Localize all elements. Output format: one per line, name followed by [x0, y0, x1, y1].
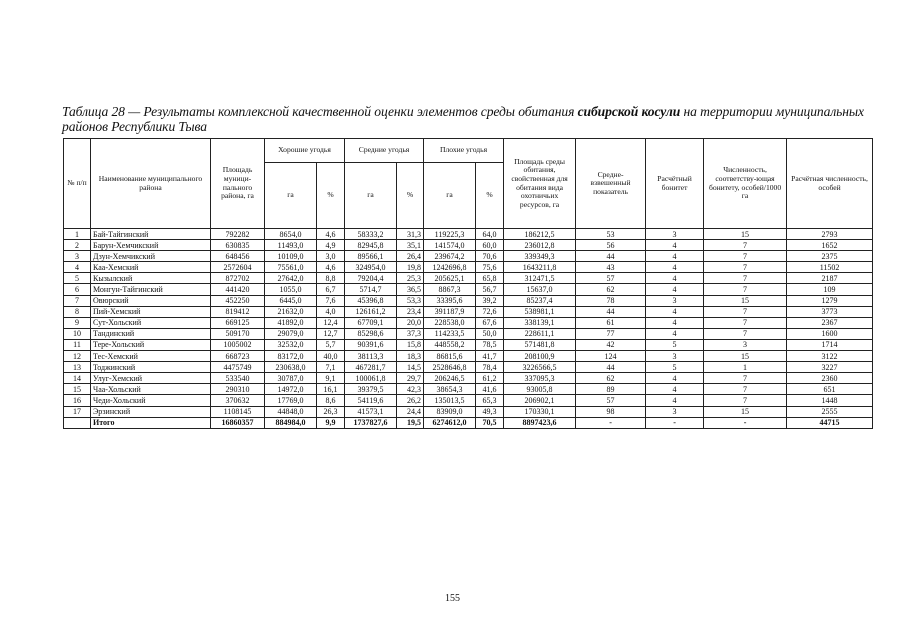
cell-bad-ha: 2528646,8 — [424, 362, 476, 373]
total-calc: 44715 — [787, 417, 873, 428]
cell-habitat: 236012,8 — [504, 240, 576, 251]
cell-calc: 2375 — [787, 251, 873, 262]
cell-density: 7 — [704, 328, 787, 339]
cell-num: 1 — [64, 229, 91, 240]
cell-density: 15 — [704, 406, 787, 417]
cell-medium-ha: 79204,4 — [345, 273, 397, 284]
cell-good-ha: 230638,0 — [265, 362, 317, 373]
cell-area: 370632 — [211, 395, 265, 406]
cell-good-ha: 11493,0 — [265, 240, 317, 251]
table-row — [64, 362, 873, 373]
cell-num: 17 — [64, 406, 91, 417]
cell-medium-ha: 45396,8 — [345, 295, 397, 306]
cell-num — [64, 417, 91, 428]
cell-num: 2 — [64, 240, 91, 251]
cell-habitat: 571481,8 — [504, 339, 576, 350]
total-good-ha: 884984,0 — [265, 417, 317, 428]
cell-area: 1005002 — [211, 339, 265, 350]
cell-weighted: 62 — [576, 373, 646, 384]
table-total-row — [64, 417, 873, 428]
cell-bad-pct: 41,6 — [476, 384, 504, 395]
cell-bad-ha: 114233,5 — [424, 328, 476, 339]
cell-num: 3 — [64, 251, 91, 262]
cell-district: Тес-Хемский — [91, 351, 211, 362]
cell-calc: 11502 — [787, 262, 873, 273]
table-row — [64, 229, 873, 240]
cell-bad-pct: 41,7 — [476, 351, 504, 362]
cell-bonitet: 4 — [646, 284, 704, 295]
cell-good-ha: 8654,0 — [265, 229, 317, 240]
cell-district: Тоджинский — [91, 362, 211, 373]
cell-area: 792282 — [211, 229, 265, 240]
cell-habitat: 93005,8 — [504, 384, 576, 395]
cell-bad-ha: 135013,5 — [424, 395, 476, 406]
cell-bad-ha: 141574,0 — [424, 240, 476, 251]
total-habitat: 8897423,6 — [504, 417, 576, 428]
cell-medium-pct: 23,4 — [397, 306, 424, 317]
cell-good-ha: 21632,0 — [265, 306, 317, 317]
header-habitat-area: Площадь среды обитания, свойственная для обитания вида охотничьих ресурсов, га — [504, 139, 576, 229]
cell-medium-ha: 5714,7 — [345, 284, 397, 295]
cell-bad-pct: 60,0 — [476, 240, 504, 251]
cell-area: 669125 — [211, 317, 265, 328]
cell-medium-ha: 38113,3 — [345, 351, 397, 362]
cell-density: 15 — [704, 351, 787, 362]
cell-medium-pct: 53,3 — [397, 295, 424, 306]
cell-good-pct: 4,0 — [317, 306, 345, 317]
cell-medium-pct: 20,0 — [397, 317, 424, 328]
cell-good-pct: 8,8 — [317, 273, 345, 284]
cell-medium-ha: 89566,1 — [345, 251, 397, 262]
cell-num: 15 — [64, 384, 91, 395]
cell-good-ha: 44848,0 — [265, 406, 317, 417]
cell-good-pct: 8,6 — [317, 395, 345, 406]
total-medium-pct: 19,5 — [397, 417, 424, 428]
cell-weighted: 42 — [576, 339, 646, 350]
cell-num: 8 — [64, 306, 91, 317]
cell-bad-pct: 65,3 — [476, 395, 504, 406]
cell-good-pct: 16,1 — [317, 384, 345, 395]
cell-medium-pct: 29,7 — [397, 373, 424, 384]
cell-bad-pct: 67,6 — [476, 317, 504, 328]
cell-good-ha: 10109,0 — [265, 251, 317, 262]
cell-weighted: 77 — [576, 328, 646, 339]
cell-weighted: 56 — [576, 240, 646, 251]
cell-bonitet: 4 — [646, 240, 704, 251]
cell-weighted: 78 — [576, 295, 646, 306]
cell-medium-ha: 67709,1 — [345, 317, 397, 328]
cell-good-ha: 75561,0 — [265, 262, 317, 273]
cell-density: 3 — [704, 339, 787, 350]
cell-habitat: 337095,3 — [504, 373, 576, 384]
cell-num: 11 — [64, 339, 91, 350]
cell-good-ha: 32532,0 — [265, 339, 317, 350]
caption-prefix: Таблица 28 — Результаты комплексной качественной оценки элементов среды обитания — [62, 104, 578, 119]
table-row — [64, 284, 873, 295]
cell-bad-pct: 61,2 — [476, 373, 504, 384]
total-bad-ha: 6274612,0 — [424, 417, 476, 428]
cell-bad-pct: 49,3 — [476, 406, 504, 417]
cell-good-pct: 40,0 — [317, 351, 345, 362]
cell-num: 14 — [64, 373, 91, 384]
cell-bad-ha: 83909,0 — [424, 406, 476, 417]
cell-district: Кызылский — [91, 273, 211, 284]
cell-habitat: 1643211,8 — [504, 262, 576, 273]
cell-bad-pct: 78,4 — [476, 362, 504, 373]
table-row — [64, 339, 873, 350]
cell-medium-pct: 15,8 — [397, 339, 424, 350]
cell-medium-ha: 126161,2 — [345, 306, 397, 317]
cell-density: 15 — [704, 229, 787, 240]
cell-density: 7 — [704, 284, 787, 295]
header-bad-pct: % — [476, 163, 504, 229]
cell-bonitet: 4 — [646, 395, 704, 406]
cell-medium-pct: 31,3 — [397, 229, 424, 240]
cell-num: 9 — [64, 317, 91, 328]
cell-good-pct: 12,4 — [317, 317, 345, 328]
header-calc-number: Расчётная численность, особей — [787, 139, 873, 229]
cell-good-ha: 6445,0 — [265, 295, 317, 306]
header-medium-ha: га — [345, 163, 397, 229]
cell-good-ha: 41892,0 — [265, 317, 317, 328]
cell-bonitet: 5 — [646, 339, 704, 350]
cell-weighted: 44 — [576, 251, 646, 262]
cell-habitat: 338139,1 — [504, 317, 576, 328]
cell-density: 7 — [704, 317, 787, 328]
cell-district: Монгун-Тайгинский — [91, 284, 211, 295]
cell-bad-pct: 39,2 — [476, 295, 504, 306]
cell-density: 7 — [704, 262, 787, 273]
cell-area: 819412 — [211, 306, 265, 317]
cell-num: 10 — [64, 328, 91, 339]
cell-good-pct: 5,7 — [317, 339, 345, 350]
cell-num: 7 — [64, 295, 91, 306]
caption-species: сибирской косули — [577, 104, 681, 119]
header-bad-ha: га — [424, 163, 476, 229]
cell-medium-pct: 36,5 — [397, 284, 424, 295]
cell-area: 509170 — [211, 328, 265, 339]
table-row — [64, 273, 873, 284]
cell-area: 452250 — [211, 295, 265, 306]
cell-bad-pct: 64,0 — [476, 229, 504, 240]
cell-medium-ha: 467281,7 — [345, 362, 397, 373]
total-medium-ha: 1737827,6 — [345, 417, 397, 428]
cell-bad-pct: 78,5 — [476, 339, 504, 350]
cell-area: 668723 — [211, 351, 265, 362]
cell-medium-pct: 24,4 — [397, 406, 424, 417]
cell-medium-ha: 54119,6 — [345, 395, 397, 406]
cell-district: Эрзинский — [91, 406, 211, 417]
cell-calc: 1279 — [787, 295, 873, 306]
cell-density: 7 — [704, 373, 787, 384]
cell-district: Каа-Хемский — [91, 262, 211, 273]
cell-bad-ha: 391187,9 — [424, 306, 476, 317]
cell-district: Тере-Хольский — [91, 339, 211, 350]
cell-num: 13 — [64, 362, 91, 373]
cell-density: 7 — [704, 273, 787, 284]
cell-bonitet: 3 — [646, 406, 704, 417]
cell-habitat: 312471,5 — [504, 273, 576, 284]
cell-bad-ha: 228538,0 — [424, 317, 476, 328]
cell-habitat: 339349,3 — [504, 251, 576, 262]
table-caption — [62, 104, 882, 134]
cell-good-ha: 17769,0 — [265, 395, 317, 406]
header-good-pct: % — [317, 163, 345, 229]
table-row — [64, 240, 873, 251]
cell-district: Тандинский — [91, 328, 211, 339]
cell-bonitet: 3 — [646, 351, 704, 362]
cell-calc: 1448 — [787, 395, 873, 406]
table-row — [64, 373, 873, 384]
cell-calc: 2187 — [787, 273, 873, 284]
total-density: - — [704, 417, 787, 428]
total-good-pct: 9,9 — [317, 417, 345, 428]
cell-area: 630835 — [211, 240, 265, 251]
cell-habitat: 170330,1 — [504, 406, 576, 417]
cell-medium-pct: 18,3 — [397, 351, 424, 362]
header-medium-lands: Средние угодья — [345, 139, 424, 163]
table-row — [64, 351, 873, 362]
cell-medium-pct: 19,8 — [397, 262, 424, 273]
total-bonitet: - — [646, 417, 704, 428]
cell-district: Барун-Хемчикский — [91, 240, 211, 251]
cell-medium-pct: 14,5 — [397, 362, 424, 373]
cell-good-pct: 12,7 — [317, 328, 345, 339]
cell-bad-ha: 206246,5 — [424, 373, 476, 384]
total-district: Итого — [91, 417, 211, 428]
cell-medium-pct: 26,4 — [397, 251, 424, 262]
cell-good-pct: 6,7 — [317, 284, 345, 295]
header-weighted-index: Средне-взвешенный показатель — [576, 139, 646, 229]
cell-bad-ha: 8867,3 — [424, 284, 476, 295]
table-row — [64, 317, 873, 328]
cell-weighted: 44 — [576, 306, 646, 317]
cell-bonitet: 3 — [646, 295, 704, 306]
total-bad-pct: 70,5 — [476, 417, 504, 428]
cell-medium-pct: 35,1 — [397, 240, 424, 251]
cell-bad-pct: 56,7 — [476, 284, 504, 295]
cell-area: 4475749 — [211, 362, 265, 373]
cell-weighted: 98 — [576, 406, 646, 417]
cell-good-ha: 14972,0 — [265, 384, 317, 395]
cell-good-pct: 7,1 — [317, 362, 345, 373]
cell-weighted: 43 — [576, 262, 646, 273]
cell-density: 7 — [704, 306, 787, 317]
cell-medium-pct: 26,2 — [397, 395, 424, 406]
cell-bad-ha: 239674,2 — [424, 251, 476, 262]
cell-medium-ha: 82945,8 — [345, 240, 397, 251]
table-row — [64, 384, 873, 395]
table-body — [64, 229, 873, 429]
cell-district: Чаа-Хольский — [91, 384, 211, 395]
cell-good-pct: 7,6 — [317, 295, 345, 306]
cell-bonitet: 4 — [646, 328, 704, 339]
table-row — [64, 395, 873, 406]
cell-num: 4 — [64, 262, 91, 273]
header-medium-pct: % — [397, 163, 424, 229]
caption-suffix: на территории муниципальных районов Республики Тыва — [62, 104, 864, 134]
table-row — [64, 306, 873, 317]
cell-calc: 1652 — [787, 240, 873, 251]
cell-calc: 1714 — [787, 339, 873, 350]
cell-calc: 2555 — [787, 406, 873, 417]
header-good-ha: га — [265, 163, 317, 229]
cell-bad-pct: 65,8 — [476, 273, 504, 284]
cell-area: 648456 — [211, 251, 265, 262]
cell-weighted: 53 — [576, 229, 646, 240]
cell-area: 441420 — [211, 284, 265, 295]
cell-calc: 651 — [787, 384, 873, 395]
cell-good-pct: 4,6 — [317, 229, 345, 240]
cell-bonitet: 4 — [646, 262, 704, 273]
header-bad-lands: Плохие угодья — [424, 139, 504, 163]
cell-calc: 109 — [787, 284, 873, 295]
header-bonitet: Расчётный бонитет — [646, 139, 704, 229]
cell-bad-ha: 119225,3 — [424, 229, 476, 240]
cell-bad-pct: 50,0 — [476, 328, 504, 339]
cell-district: Чеди-Хольский — [91, 395, 211, 406]
cell-calc: 3227 — [787, 362, 873, 373]
cell-area: 533540 — [211, 373, 265, 384]
cell-good-ha: 83172,0 — [265, 351, 317, 362]
cell-calc: 3773 — [787, 306, 873, 317]
cell-num: 12 — [64, 351, 91, 362]
cell-num: 5 — [64, 273, 91, 284]
cell-bad-ha: 448558,2 — [424, 339, 476, 350]
cell-good-ha: 29079,0 — [265, 328, 317, 339]
cell-bad-ha: 86815,6 — [424, 351, 476, 362]
total-area: 16860357 — [211, 417, 265, 428]
cell-district: Пий-Хемский — [91, 306, 211, 317]
cell-weighted: 61 — [576, 317, 646, 328]
cell-bonitet: 4 — [646, 373, 704, 384]
header-district-name: Наименование муниципального района — [91, 139, 211, 229]
cell-habitat: 228611,1 — [504, 328, 576, 339]
cell-weighted: 57 — [576, 395, 646, 406]
cell-bad-ha: 1242696,8 — [424, 262, 476, 273]
cell-calc: 2360 — [787, 373, 873, 384]
cell-habitat: 15637,0 — [504, 284, 576, 295]
header-district-area: Площадь муници-пального района, га — [211, 139, 265, 229]
cell-good-pct: 9,1 — [317, 373, 345, 384]
cell-medium-ha: 85298,6 — [345, 328, 397, 339]
cell-habitat: 186212,5 — [504, 229, 576, 240]
cell-density: 7 — [704, 251, 787, 262]
cell-good-pct: 3,0 — [317, 251, 345, 262]
cell-area: 1108145 — [211, 406, 265, 417]
cell-district: Бай-Тайгинский — [91, 229, 211, 240]
cell-good-pct: 4,6 — [317, 262, 345, 273]
cell-medium-pct: 37,3 — [397, 328, 424, 339]
cell-district: Дзун-Хемчикский — [91, 251, 211, 262]
cell-bad-ha: 33395,6 — [424, 295, 476, 306]
cell-calc: 2793 — [787, 229, 873, 240]
cell-weighted: 62 — [576, 284, 646, 295]
cell-medium-pct: 42,3 — [397, 384, 424, 395]
cell-bad-pct: 72,6 — [476, 306, 504, 317]
table-row — [64, 328, 873, 339]
table-row — [64, 295, 873, 306]
cell-district: Улуг-Хемский — [91, 373, 211, 384]
cell-medium-ha: 90391,6 — [345, 339, 397, 350]
cell-district: Сут-Хольский — [91, 317, 211, 328]
table-row — [64, 406, 873, 417]
cell-num: 6 — [64, 284, 91, 295]
cell-num: 16 — [64, 395, 91, 406]
cell-habitat: 206902,1 — [504, 395, 576, 406]
cell-calc: 3122 — [787, 351, 873, 362]
cell-density: 1 — [704, 362, 787, 373]
cell-habitat: 85237,4 — [504, 295, 576, 306]
cell-calc: 2367 — [787, 317, 873, 328]
cell-bonitet: 4 — [646, 384, 704, 395]
cell-bad-pct: 75,6 — [476, 262, 504, 273]
cell-bonitet: 4 — [646, 306, 704, 317]
cell-bonitet: 4 — [646, 317, 704, 328]
cell-medium-ha: 41573,1 — [345, 406, 397, 417]
cell-density: 7 — [704, 384, 787, 395]
cell-bad-ha: 205625,1 — [424, 273, 476, 284]
cell-area: 2572604 — [211, 262, 265, 273]
habitat-assessment-table — [63, 138, 873, 429]
header-num: № п/п — [64, 139, 91, 229]
cell-habitat: 538981,1 — [504, 306, 576, 317]
cell-medium-ha: 100061,8 — [345, 373, 397, 384]
table-row — [64, 262, 873, 273]
cell-good-ha: 1055,0 — [265, 284, 317, 295]
cell-bad-ha: 38654,3 — [424, 384, 476, 395]
header-density: Численность, соответству-ющая бонитету, особей/1000 га — [704, 139, 787, 229]
cell-good-ha: 30787,0 — [265, 373, 317, 384]
cell-habitat: 3226566,5 — [504, 362, 576, 373]
cell-weighted: 44 — [576, 362, 646, 373]
cell-calc: 1600 — [787, 328, 873, 339]
cell-area: 290310 — [211, 384, 265, 395]
cell-bonitet: 4 — [646, 273, 704, 284]
cell-habitat: 208100,9 — [504, 351, 576, 362]
cell-density: 7 — [704, 395, 787, 406]
cell-district: Овюрский — [91, 295, 211, 306]
cell-medium-ha: 39379,5 — [345, 384, 397, 395]
cell-area: 872702 — [211, 273, 265, 284]
cell-medium-ha: 58333,2 — [345, 229, 397, 240]
cell-density: 15 — [704, 295, 787, 306]
cell-bonitet: 3 — [646, 229, 704, 240]
page-number: 155 — [445, 593, 460, 604]
cell-density: 7 — [704, 240, 787, 251]
total-weighted: - — [576, 417, 646, 428]
cell-good-pct: 4,9 — [317, 240, 345, 251]
cell-medium-pct: 25,3 — [397, 273, 424, 284]
cell-good-ha: 27642,0 — [265, 273, 317, 284]
cell-bonitet: 5 — [646, 362, 704, 373]
cell-bad-pct: 70,6 — [476, 251, 504, 262]
cell-medium-ha: 324954,0 — [345, 262, 397, 273]
cell-weighted: 124 — [576, 351, 646, 362]
cell-good-pct: 26,3 — [317, 406, 345, 417]
cell-weighted: 57 — [576, 273, 646, 284]
table-row — [64, 251, 873, 262]
cell-bonitet: 4 — [646, 251, 704, 262]
header-good-lands: Хорошие угодья — [265, 139, 345, 163]
cell-weighted: 89 — [576, 384, 646, 395]
